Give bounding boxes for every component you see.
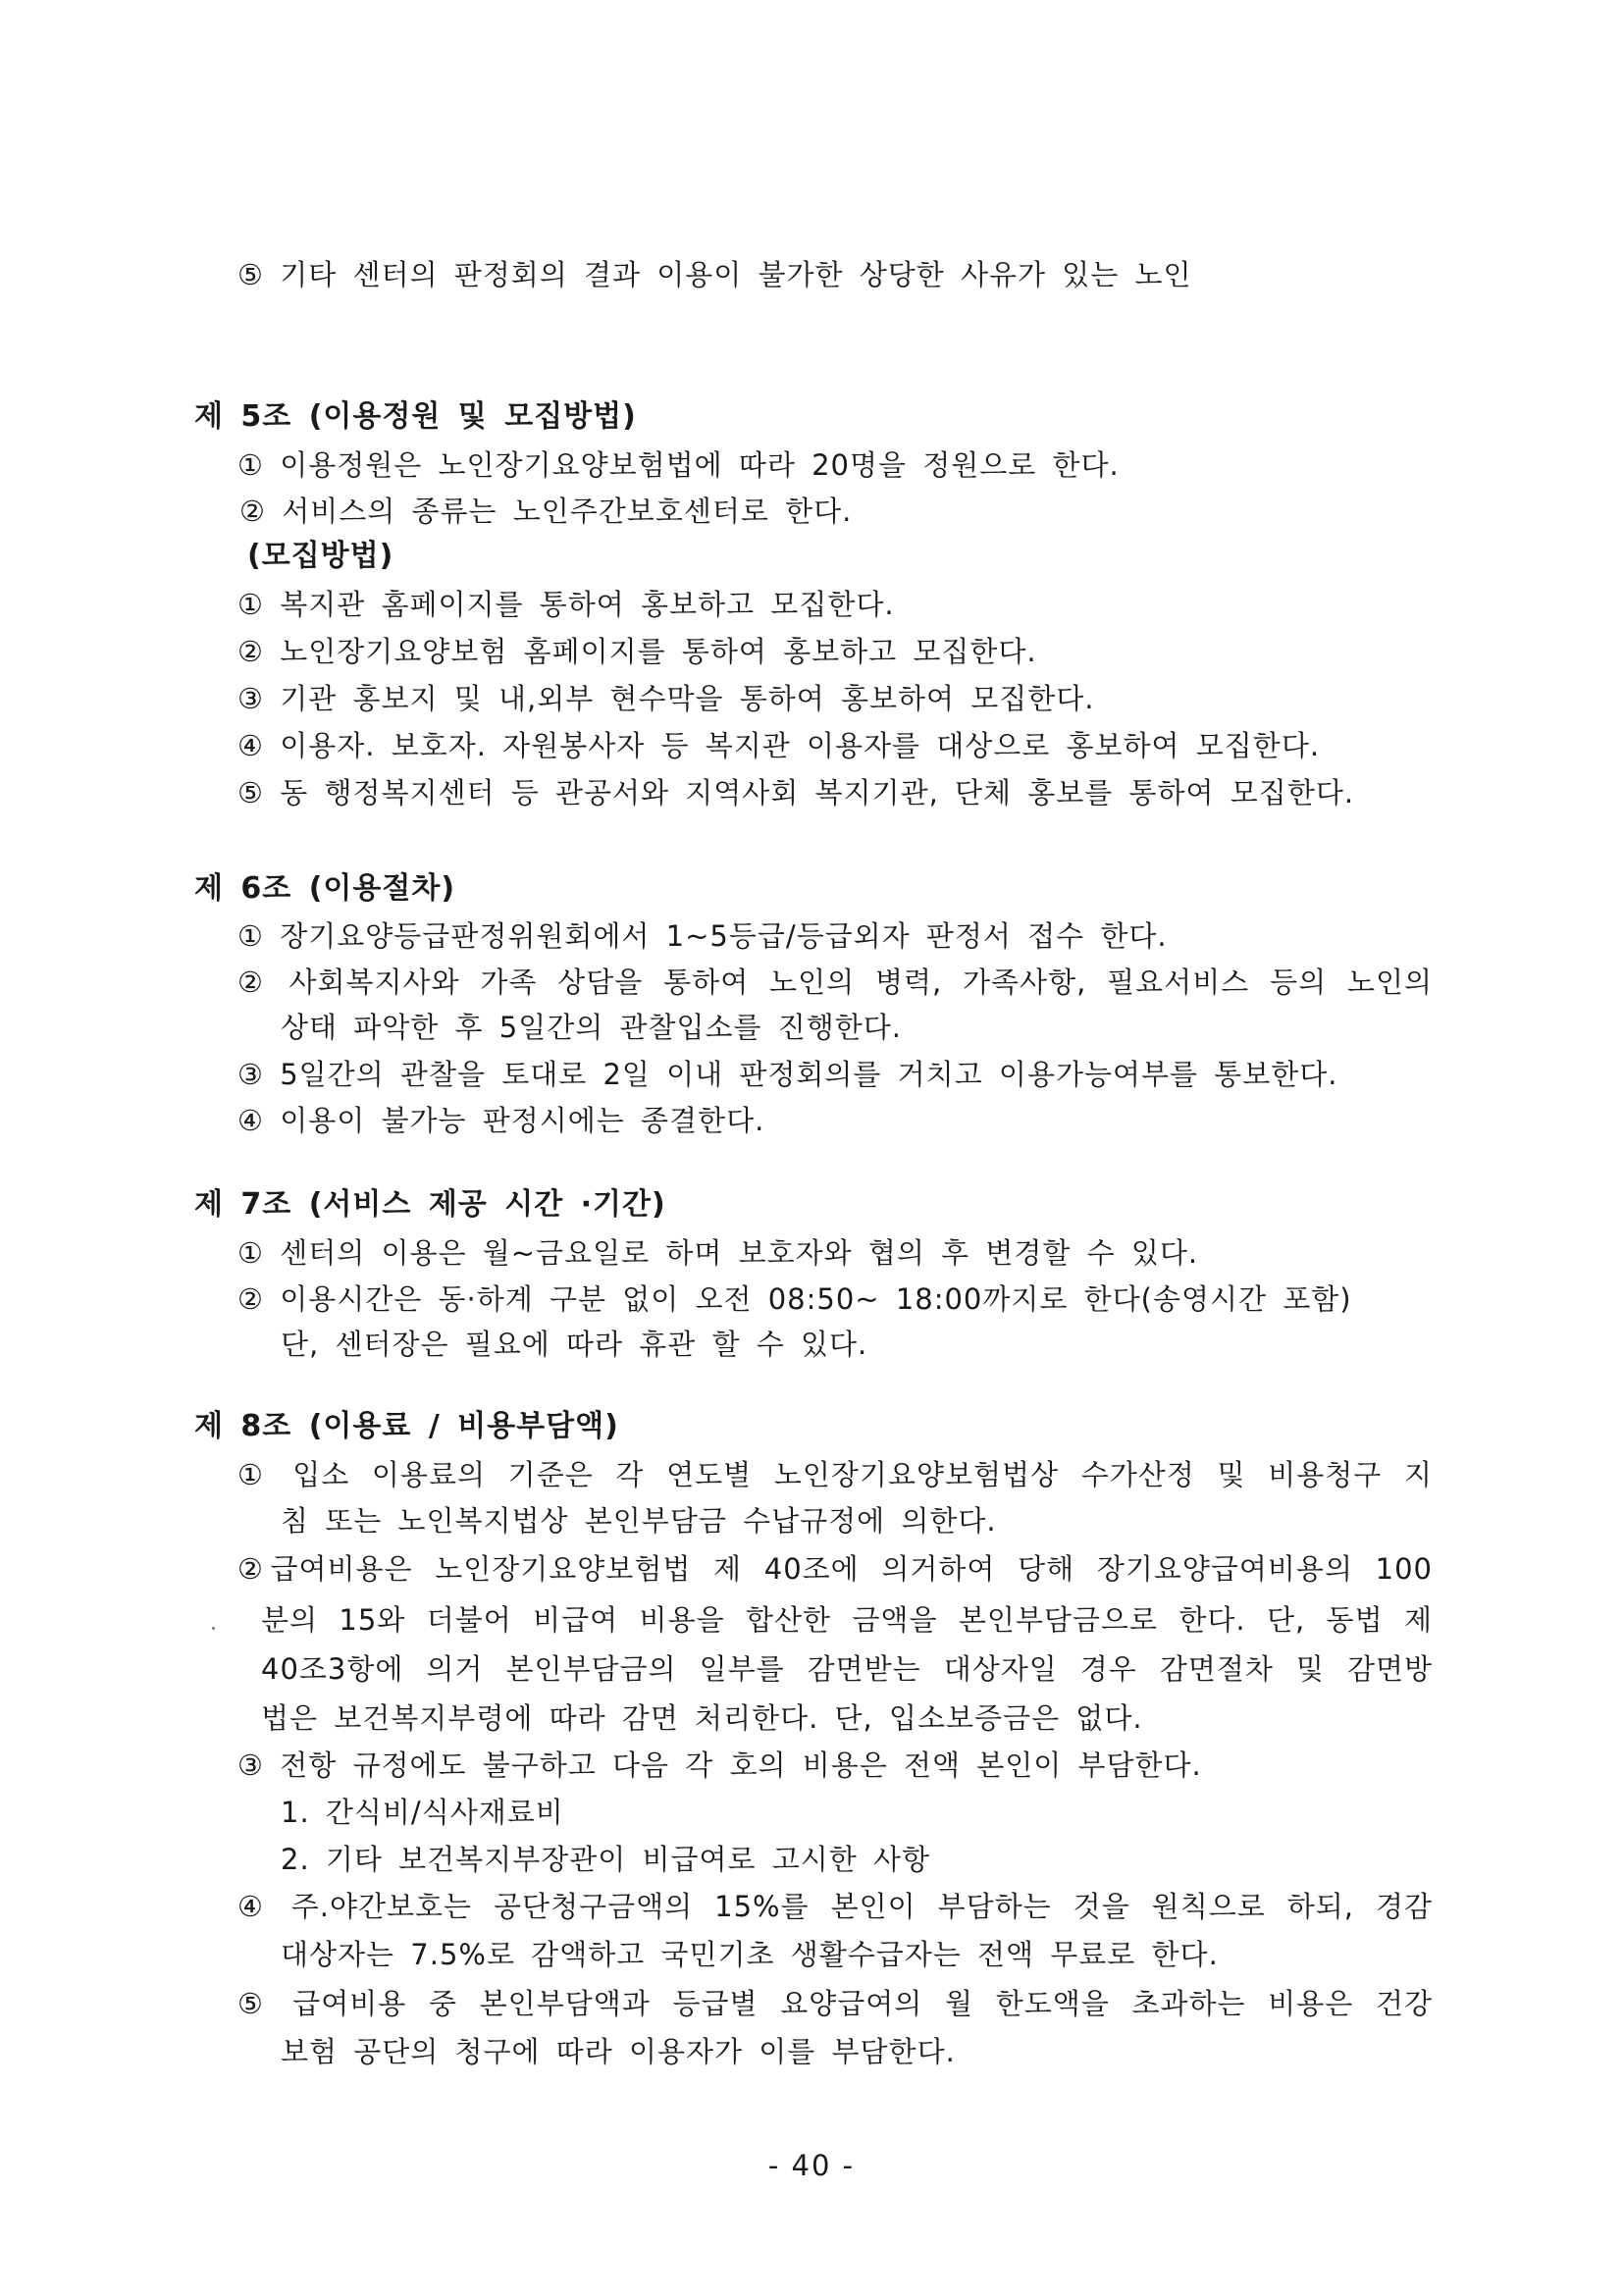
article5-method: ② 노인장기요양보험 홈페이지를 통하여 홍보하고 모집한다. xyxy=(237,635,1037,668)
article5-method: ⑤ 동 행정복지센터 등 관공서와 지역사회 복지기관, 단체 홍보를 통하여 모집한다. xyxy=(237,776,1355,809)
article5-heading: 제 5조 (이용정원 및 모집방법) xyxy=(194,399,637,434)
article5-method: ③ 기관 홍보지 및 내,외부 현수막을 통하여 홍보하여 모집한다. xyxy=(237,682,1095,715)
article6-item: ② 사회복지사와 가족 상담을 통하여 노인의 병력, 가족사항, 필요서비스 등의 노인의 xyxy=(237,965,1433,999)
article6-item: ③ 5일간의 관찰을 토대로 2일 이내 판정회의를 거치고 이용가능여부를 통보한다. xyxy=(237,1058,1338,1091)
article8-item: ⑤ 급여비용 중 본인부담액과 등급별 요양급여의 월 한도액을 초과하는 비용은 건강 xyxy=(237,1987,1433,2020)
article7-item: ② 이용시간은 동·하계 구분 없이 오전 08:50~ 18:00까지로 한다(송영시간 포함) xyxy=(237,1282,1352,1316)
article8-item: ②급여비용은 노인장기요양보험법 제 40조에 의거하여 당해 장기요양급여비용의 100 xyxy=(237,1552,1433,1586)
article8-subitem: 1. 간식비/식사재료비 xyxy=(281,1796,564,1829)
article6-item: ① 장기요양등급판정위원회에서 1~5등급/등급외자 판정서 접수 한다. xyxy=(237,919,1168,953)
article8-item-continued: 대상자는 7.5%로 감액하고 국민기초 생활수급자는 전액 무료로 한다. xyxy=(281,1938,1219,1971)
article8-item-continued: 법은 보건복지부령에 따라 감면 처리한다. 단, 입소보증금은 없다. xyxy=(261,1701,1143,1735)
article5-item: ① 이용정원은 노인장기요양보험법에 따라 20명을 정원으로 한다. xyxy=(237,448,1120,482)
article7-heading: 제 7조 (서비스 제공 시간 ·기간) xyxy=(194,1187,666,1222)
article8-item-continued: 침 또는 노인복지법상 본인부담금 수납규정에 의한다. xyxy=(281,1504,997,1538)
article6-heading: 제 6조 (이용절차) xyxy=(194,871,456,906)
article6-item: ④ 이용이 불가능 판정시에는 종결한다. xyxy=(237,1104,765,1137)
article8-item: ④ 주.야간보호는 공단청구금액의 15%를 본인이 부담하는 것을 원칙으로 하되, 경감 xyxy=(237,1890,1433,1923)
page-number: - 40 - xyxy=(767,2149,856,2182)
article8-heading: 제 8조 (이용료 / 비용부담액) xyxy=(194,1409,619,1443)
article8-item-continued: 보험 공단의 청구에 따라 이용자가 이를 부담한다. xyxy=(281,2035,956,2068)
article6-item-continued: 상태 파악한 후 5일간의 관찰입소를 진행한다. xyxy=(281,1011,903,1044)
article5-item: ② 서비스의 종류는 노인주간보호센터로 한다. xyxy=(239,495,853,528)
top-item: ⑤ 기타 센터의 판정회의 결과 이용이 불가한 상당한 사유가 있는 노인 xyxy=(237,258,1192,291)
article8-item-continued: 분의 15와 더불어 비급여 비용을 합산한 금액을 본인부담금으로 한다. 단, 동법 제 xyxy=(261,1603,1433,1637)
article5-method: ④ 이용자. 보호자. 자원봉사자 등 복지관 이용자를 대상으로 홍보하여 모집한다. xyxy=(237,729,1321,762)
article7-item: ① 센터의 이용은 월~금요일로 하며 보호자와 협의 후 변경할 수 있다. xyxy=(237,1236,1199,1270)
scan-speck xyxy=(212,1627,215,1630)
article8-item-continued: 40조3항에 의거 본인부담금의 일부를 감면받는 대상자일 경우 감면절차 및 감면방 xyxy=(261,1652,1433,1686)
article8-item: ① 입소 이용료의 기준은 각 연도별 노인장기요양보험법상 수가산정 및 비용청구 지 xyxy=(237,1458,1433,1491)
article7-item-continued: 단, 센터장은 필요에 따라 휴관 할 수 있다. xyxy=(281,1328,868,1361)
article8-item: ③ 전항 규정에도 불구하고 다음 각 호의 비용은 전액 본인이 부담한다. xyxy=(237,1748,1202,1782)
article5-subheading: (모집방법) xyxy=(247,539,394,573)
article5-method: ① 복지관 홈페이지를 통하여 홍보하고 모집한다. xyxy=(237,588,895,621)
article8-subitem: 2. 기타 보건복지부장관이 비급여로 고시한 사항 xyxy=(281,1843,931,1876)
